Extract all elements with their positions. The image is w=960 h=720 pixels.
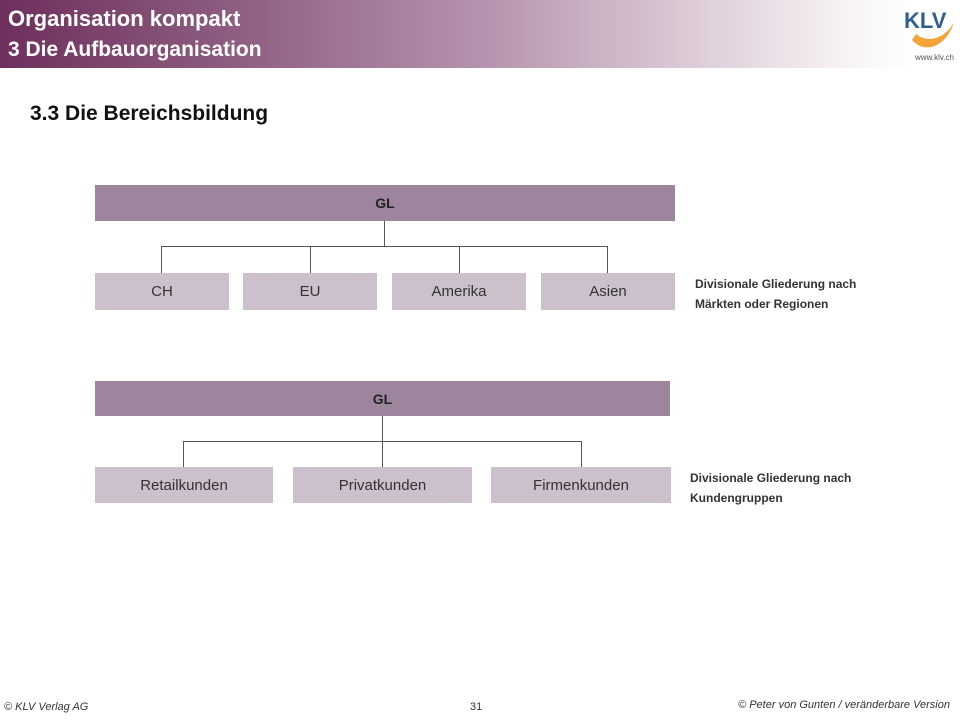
connector-line [183,441,184,467]
unit-box-asien: Asien [541,273,675,310]
klv-logo [898,4,956,52]
gl-box: GL [95,381,670,416]
logo-url: www.klv.ch [915,53,954,62]
footer-author: © Peter von Gunten / veränderbare Version [738,699,950,711]
logo-text: KLV [904,8,947,33]
page-number: 31 [470,701,483,713]
connector-line [382,416,383,442]
connector-line [384,221,385,247]
connector-line [161,246,162,273]
footer-copyright: © KLV Verlag AG [4,701,89,713]
description-line: Kundengruppen [690,491,783,505]
unit-box-amerika: Amerika [392,273,526,310]
diagram-description [695,274,856,314]
unit-box-firmenkunden: Firmenkunden [491,467,671,503]
description-line: Divisionale Gliederung nach [690,471,852,485]
connector-line [310,246,311,273]
org-chart-regions [95,185,885,315]
unit-box-retailkunden: Retailkunden [95,467,273,503]
connector-line [581,441,582,467]
unit-box-ch: CH [95,273,229,310]
header-title: Organisation kompakt [8,6,241,31]
header-subtitle: 3 Die Aufbauorganisation [8,38,262,61]
org-chart-customers [95,381,885,511]
description-line: Märkten oder Regionen [695,297,829,311]
gl-box: GL [95,185,675,221]
unit-box-eu: EU [243,273,377,310]
connector-line [459,246,460,273]
connector-line [382,441,383,467]
description-line: Divisionale Gliederung nach [695,277,857,291]
diagram-description [690,468,851,508]
connector-line [161,246,607,247]
section-title: 3.3 Die Bereichsbildung [30,102,269,125]
unit-box-privatkunden: Privatkunden [293,467,472,503]
connector-line [607,246,608,273]
